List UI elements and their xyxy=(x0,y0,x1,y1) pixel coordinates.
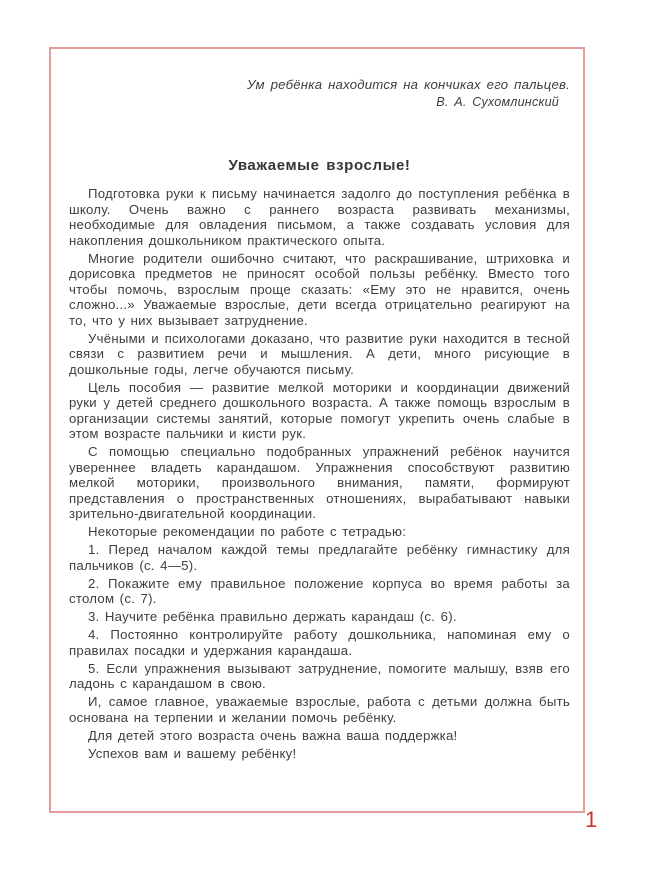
body-paragraph-numbered: 3. Научите ребёнка правильно держать карандаш (с. 6). xyxy=(88,609,457,624)
body-paragraph-numbered: 4. Постоянно контролируйте работу дошкольника, напоминая ему о правилах посадки и удержания карандаша. xyxy=(69,627,570,658)
body-paragraph-numbered: 2. Покажите ему правильное положение корпуса во время работы за столом (с. 7). xyxy=(69,575,570,606)
body-paragraph: Для детей этого возраста очень важна ваша поддержка! xyxy=(88,727,458,743)
page-title: Уважаемые взрослые! xyxy=(228,157,411,174)
epigraph-author: В. А. Сухомлинский xyxy=(436,95,559,109)
body-paragraph: Многие родители ошибочно считают, что раскрашивание, штриховка и дорисовка предметов не приносят особой пользы ребёнку. Вместо того чтобы помочь, взрослым проще сказать: «Ему это не нравится, очень сложно...» Уважаемые взрослые, дети всегда отрицательно реагируют на то, что у них вызывает затруднение. xyxy=(69,250,570,328)
epigraph-quote: Ум ребёнка находится на кончиках его пальцев. xyxy=(247,77,570,92)
body-text xyxy=(69,186,570,761)
body-paragraph: Некоторые рекомендации по работе с тетрадью: xyxy=(88,524,407,539)
page-number: 1 xyxy=(585,807,598,832)
body-paragraph: Цель пособия — развитие мелкой моторики и координации движений руки у детей среднего дошкольного возраста. А также помощь взрослым в организации системы занятий, которые помогут укрепить очень слабые в этом возрасте пальчики и кисти рук. xyxy=(69,379,570,441)
body-paragraph: Учёными и психологами доказано, что развитие руки находится в тесной связи с развитием речи и мышления. А дети, много рисующие в дошкольные годы, легче обучаются письму. xyxy=(69,330,570,377)
body-paragraph-numbered: 1. Перед началом каждой темы предлагайте ребёнку гимнастику для пальчиков (с. 4—5). xyxy=(69,542,570,573)
body-paragraph: И, самое главное, уважаемые взрослые, работа с детьми должна быть основана на терпении и желании помочь ребёнку. xyxy=(69,694,570,725)
page-content xyxy=(69,48,570,764)
body-paragraph: Успехов вам и вашему ребёнку! xyxy=(88,745,297,761)
body-paragraph: С помощью специально подобранных упражнений ребёнок научится увереннее владеть карандашом. Упражнения способствуют развитию мелкой моторики, произвольного внимания, памяти, формируют представления о пространственных отношениях, вырабатывают навыки зрительно-двигательной координации. xyxy=(69,444,570,521)
body-paragraph: Подготовка руки к письму начинается задолго до поступления ребёнка в школу. Очень важно с раннего возраста развивать механизмы, необходимые для овладения письмом, а также создавать условия для накопления дошкольником практического опыта. xyxy=(69,186,570,248)
epigraph xyxy=(69,76,570,111)
body-paragraph-numbered: 5. Если упражнения вызывают затруднение, помогите малышу, взяв его ладонь с карандашом в свою. xyxy=(69,660,570,691)
